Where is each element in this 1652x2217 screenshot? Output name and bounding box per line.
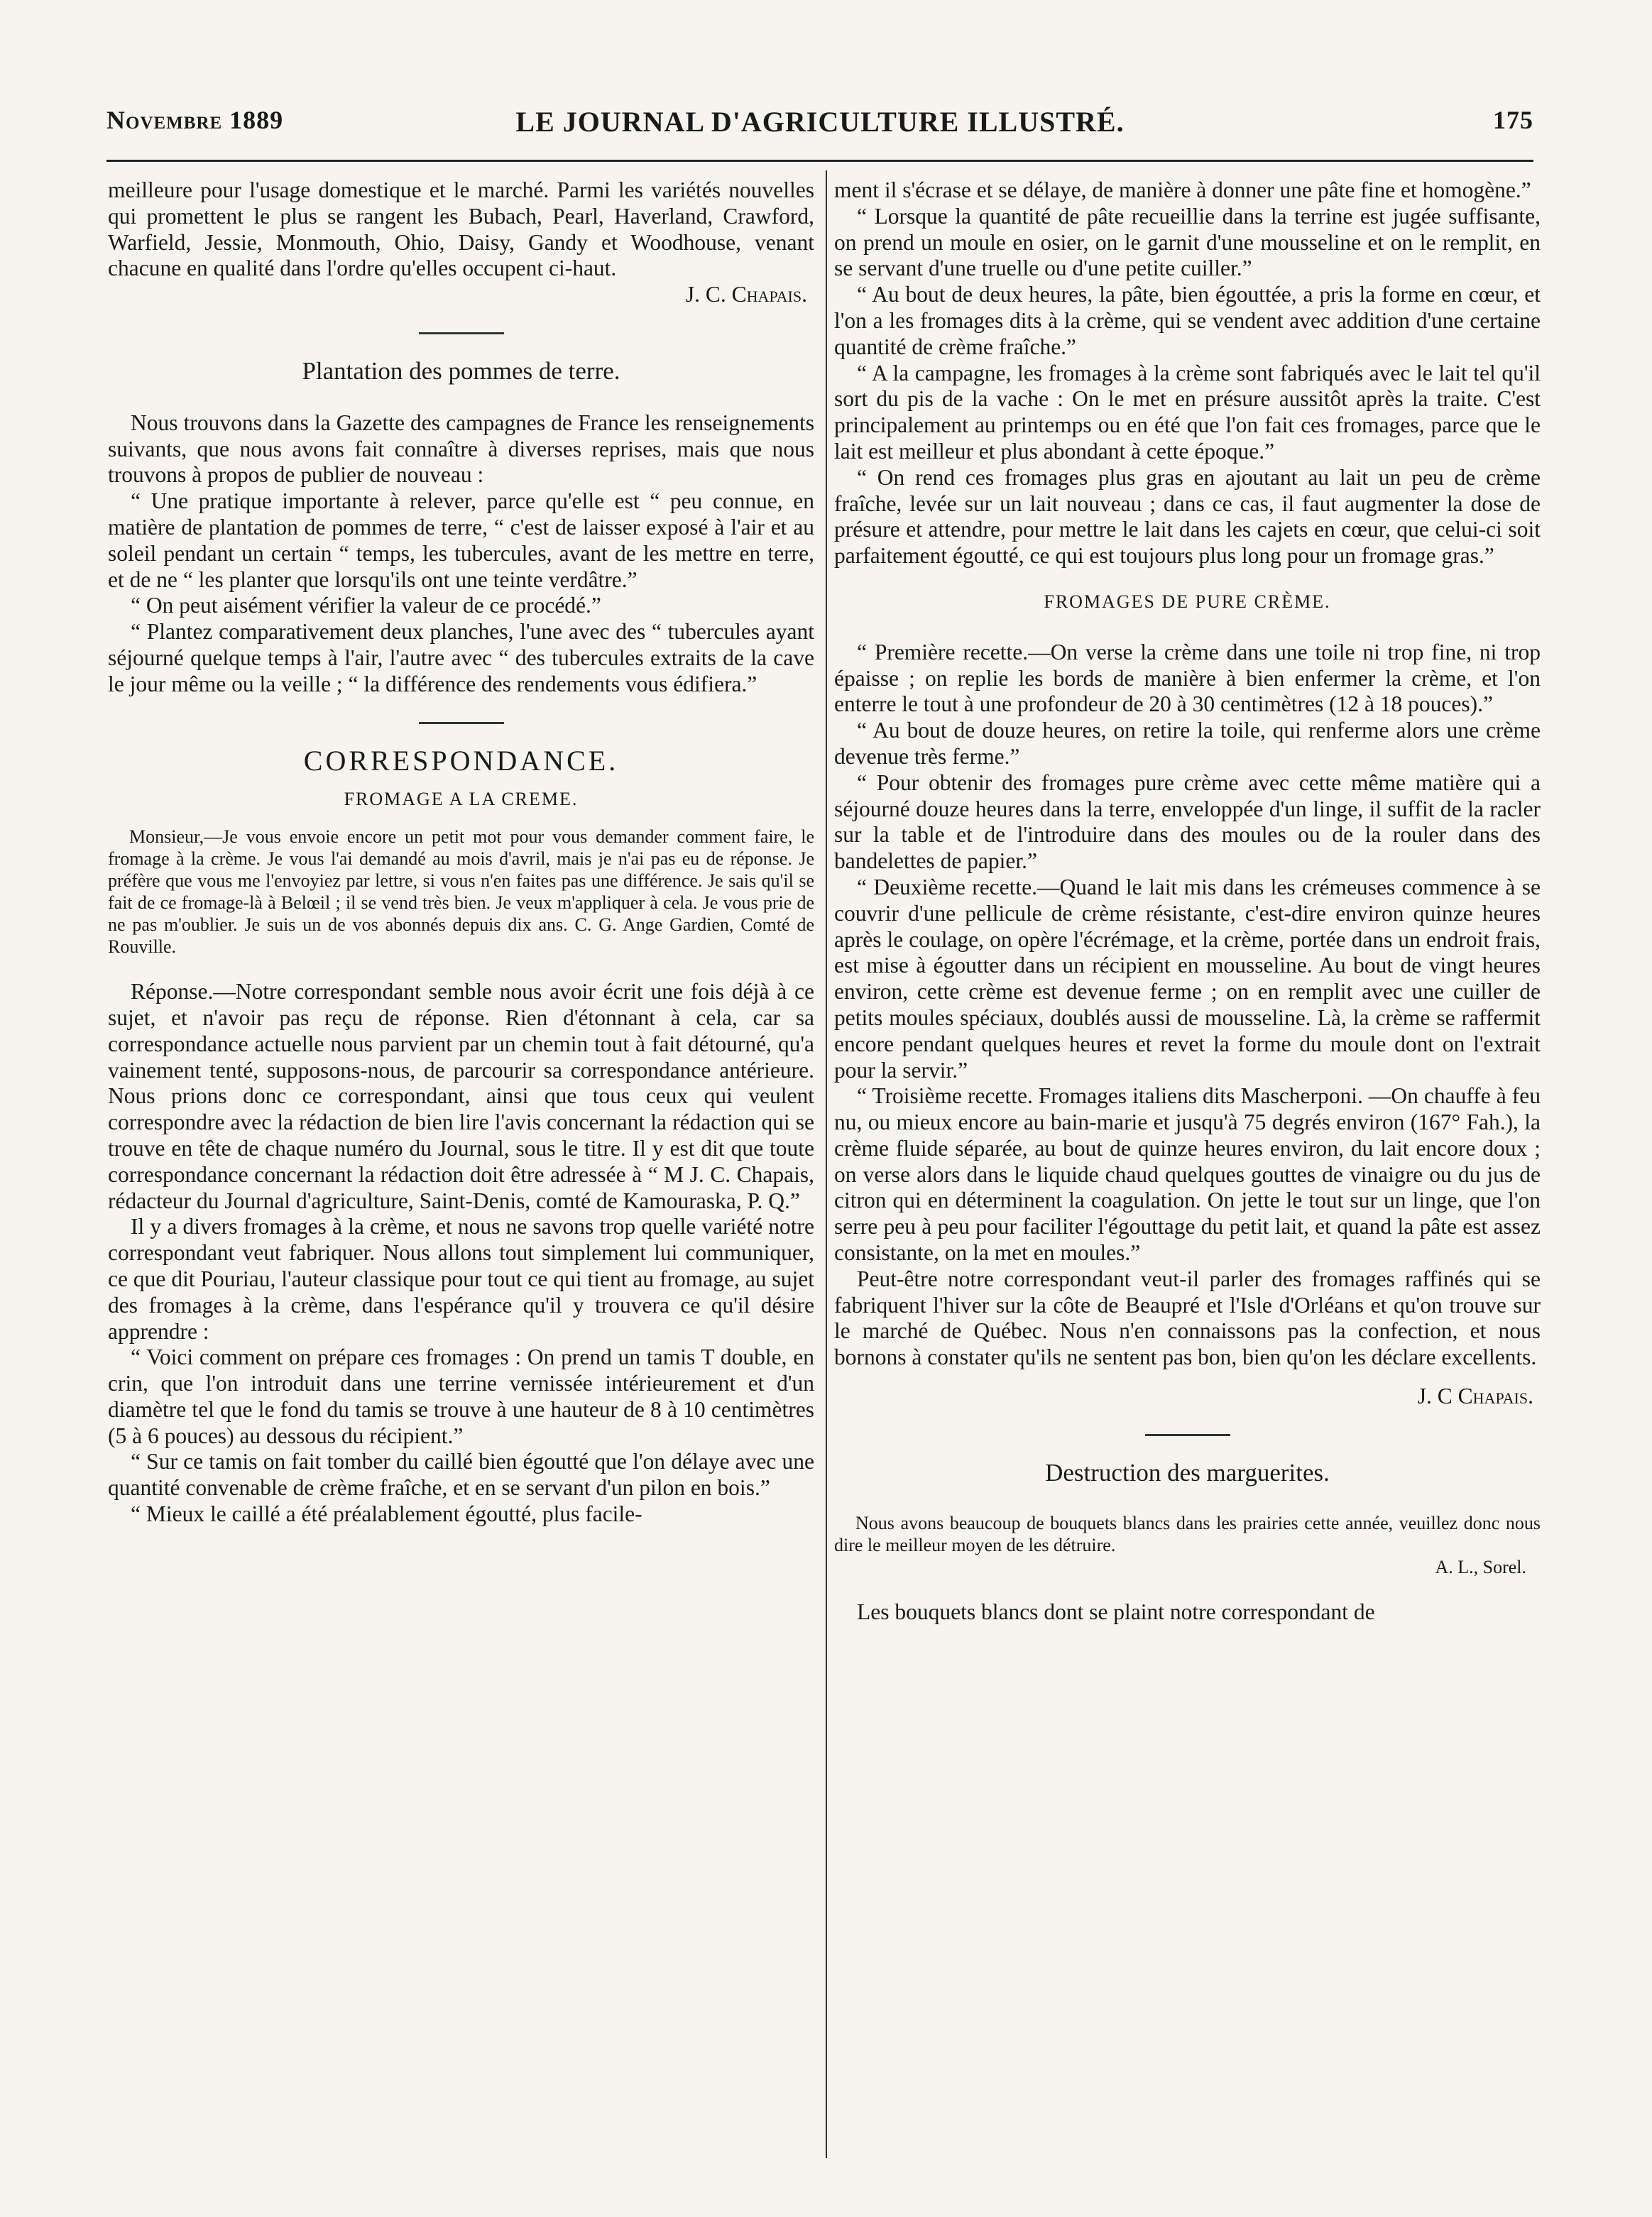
section-heading-plantation: Plantation des pommes de terre. <box>302 356 620 385</box>
issue-date: Novembre 1889 <box>106 106 284 134</box>
column-divider <box>826 170 827 2158</box>
signature: J. C Chapais. <box>1417 1384 1533 1409</box>
paragraph: meilleure pour l'usage domestique et le marché. Parmi les variétés nouvelles qui promettent le plus se rangent les Bubach, Pearl, Haverland, Crawford, Warfield, Jessie, Monmouth, Ohio, Daisy, Gandy et Woodhouse, venant chacune en qualité dans l'ordre qu'elles occupent ci-haut. <box>108 177 814 281</box>
section-heading-correspondance: CORRESPONDANCE. <box>303 744 619 777</box>
question-signature: A. L., Sorel. <box>1435 1556 1526 1577</box>
page-header <box>106 105 1533 148</box>
paragraph: “ Voici comment on prépare ces fromages : On prend un tamis T double, en crin, que l'on introduit dans une terrine vernissée intérieurement et d'un diamètre tel que le fond du tamis se trouve à une hauteur de 8 à 10 centimètres (5 à 6 pouces) au dessous du récipient.” <box>108 1345 814 1448</box>
section-separator <box>1145 1434 1230 1436</box>
right-column <box>834 177 1541 2165</box>
paragraph: “ Au bout de douze heures, on retire la toile, qui renferme alors une crème devenue très ferme.” <box>834 718 1541 769</box>
subheading-pure-creme: FROMAGES DE PURE CRÈME. <box>1044 591 1331 612</box>
paragraph: Il y a divers fromages à la crème, et nous ne savons trop quelle variété notre correspondant veut fabriquer. Nous allons tout simplement lui communiquer, ce que dit Pouriau, l'auteur classique pour tout ce qui tient au fromage, au sujet des fromages à la crème, dans l'espérance qu'il y trouvera ce qu'il désire apprendre : <box>108 1214 814 1344</box>
paragraph: “ Troisième recette. Fromages italiens dits Mascherponi. —On chauffe à feu nu, ou mieux encore au bain-marie et jusqu'à 75 degrés environ (167° Fah.), la crème fluide séparée, au bout de quinze heures environ, du lait encore doux ; on verse alors dans le liquide chaud quelques gouttes de vinaigre ou du jus de citron qui en déterminent la coagulation. On jette le tout sur un linge, que l'on serre peu à peu pour faciliter l'égouttage du petit lait, et quand la pâte est assez consistante, on la met en moules.” <box>834 1083 1541 1266</box>
paragraph: Nous trouvons dans la Gazette des campagnes de France les renseignements suivants, que nous avons fait connaître à diverses reprises, mais que nous trouvons à propos de publier de nouveau : <box>108 410 814 488</box>
paragraph: “ Deuxième recette.—Quand le lait mis dans les crémeuses commence à se couvrir d'une pellicule de crème résistante, c'est-dire environ quinze heures après le coulage, on opère l'écrémage, et la crème, portée dans un endroit frais, est mise à égoutter dans un récipient en mousseline. Au bout de vingt heures environ, cette crème est devenue ferme ; on en remplit avec une cuiller de petits moules spéciaux, doublés aussi de mousseline. Là, la crème se raffermit encore pendant quelques heures et revet la forme du moule dont on l'extrait pour la servir.” <box>834 874 1541 1083</box>
subheading-fromage: FROMAGE A LA CREME. <box>344 789 579 810</box>
paragraph: “ On rend ces fromages plus gras en ajoutant au lait un peu de crème fraîche, levée sur un lait nouveau ; dans ce cas, il faut augmenter la dose de présure et attendre, pour mettre le lait dans les cajets en cœur, que celui-ci soit parfaitement égoutté, ce qui est toujours plus long pour un fromage gras.” <box>834 464 1541 569</box>
paragraph: “ Mieux le caillé a été préalablement égoutté, plus facile- <box>131 1501 642 1527</box>
header-rule <box>106 160 1533 162</box>
question-text: Nous avons beaucoup de bouquets blancs dans les prairies cette année, veuillez donc nous dire le meilleur moyen de les détruire. <box>834 1512 1541 1555</box>
paragraph: Les bouquets blancs dont se plaint notre correspondant de <box>857 1599 1375 1624</box>
paragraph: Peut-être notre correspondant veut-il parler des fromages raffinés qui se fabriquent l'hiver sur la côte de Beaupré et l'Isle d'Orléans et qu'on trouve sur le marché de Québec. Nous n'en connaissons pas la confection, et nous bornons à constater qu'ils ne sentent pas bon, bien qu'on les déclare excellents. <box>834 1266 1541 1370</box>
paragraph: “ A la campagne, les fromages à la crème sont fabriqués avec le lait tel qu'il sort du pis de la vache : On le met en présure aussitôt après la traite. C'est principalement au printemps ou en été que l'on fait ces fromages, parce que le lait est meilleur et plus abondant à cette époque.” <box>834 360 1541 464</box>
paragraph: “ Une pratique importante à relever, parce qu'elle est “ peu connue, en matière de plantation de pommes de terre, “ c'est de laisser exposé à l'air et au soleil pendant un certain “ temps, les tubercules, avant de les mettre en terre, et de ne “ les planter que lorsqu'ils ont une teinte verdâtre.” <box>108 488 814 592</box>
reader-letter <box>108 826 814 958</box>
journal-title: LE JOURNAL D'AGRICULTURE ILLUSTRÉ. <box>515 106 1125 138</box>
paragraph: “ On peut aisément vérifier la valeur de ce procédé.” <box>131 593 601 618</box>
reader-question <box>834 1512 1541 1578</box>
paragraph: “ Sur ce tamis on fait tomber du caillé bien égoutté que l'on délaye avec une quantité convenable de crème fraîche, et en se servant d'un pilon en bois.” <box>108 1449 814 1501</box>
section-separator <box>419 722 504 724</box>
left-column <box>108 177 814 2165</box>
paragraph: “ Lorsque la quantité de pâte recueillie dans la terrine est jugée suffisante, on prend un moule en osier, on le garnit d'une mousseline et on le remplit, en se servant d'une truelle ou d'une petite cuiller.” <box>834 203 1541 281</box>
paragraph: Réponse.—Notre correspondant semble nous avoir écrit une fois déjà à ce sujet, et n'avoir pas reçu de réponse. Rien d'étonnant à cela, car sa correspondance actuelle nous parvient par un chemin tout à fait détourné, qu'a vainement tenté, supposons-nous, de parcourir sa correspondance antérieure. Nous prions donc ce correspondant, ainsi que tous ceux qui veulent correspondre avec la rédaction de bien lire l'avis concernant la rédaction qui se trouve en tête de chaque numéro du Journal, sous le titre. Il y est dit que toute correspondance concernant la rédaction doit être adressée à “ M J. C. Chapais, rédacteur du Journal d'agriculture, Saint-Denis, comté de Kamouraska, P. Q.” <box>108 979 814 1213</box>
letter-text: Monsieur,—Je vous envoie encore un petit mot pour vous demander comment faire, le fromage à la crème. Je vous l'ai demandé au mois d'avril, mais je n'ai pas eu de réponse. Je préfère que vous me l'envoyiez par lettre, si vous n'en faites pas une différence. Je sais qu'il se fait de ce fromage-là à Belœil ; il se vend très bien. Je veux m'appliquer à cela. Je vous prie de ne pas m'oublier. Je suis un de vos abonnés depuis dix ans. C. G. Ange Gardien, Comté de Rouville. <box>108 826 814 958</box>
paragraph: “ Première recette.—On verse la crème dans une toile ni trop fine, ni trop épaisse ; on replie les bords de manière à bien enfermer la crème, et l'on enterre le tout à une profondeur de 20 à 30 centimètres (12 à 18 pouces).” <box>834 639 1541 717</box>
paragraph: “ Au bout de deux heures, la pâte, bien égouttée, a pris la forme en cœur, et l'on a les fromages dits à la crème, qui se vendent avec addition d'une certaine quantité de crème fraîche.” <box>834 282 1541 359</box>
section-heading-destruction: Destruction des marguerites. <box>1045 1458 1330 1487</box>
paragraph: ment il s'écrase et se délaye, de manière à donner une pâte fine et homogène.” <box>834 177 1531 202</box>
paragraph: “ Pour obtenir des fromages pure crème avec cette même matière qui a séjourné douze heures dans la terre, enveloppée d'un linge, il suffit de la racler sur la table et de l'introduire dans des moules ou de la rouler dans des bandelettes de papier.” <box>834 770 1541 874</box>
page-number: 175 <box>1493 106 1533 134</box>
section-separator <box>419 332 504 334</box>
signature: J. C. Chapais. <box>685 282 807 307</box>
paragraph: “ Plantez comparativement deux planches, l'une avec des “ tubercules ayant séjourné quelque temps à l'air, l'autre avec “ des tubercules extraits de la cave le jour même ou la veille ; “ la différence des rendements vous édifiera.” <box>108 619 814 696</box>
